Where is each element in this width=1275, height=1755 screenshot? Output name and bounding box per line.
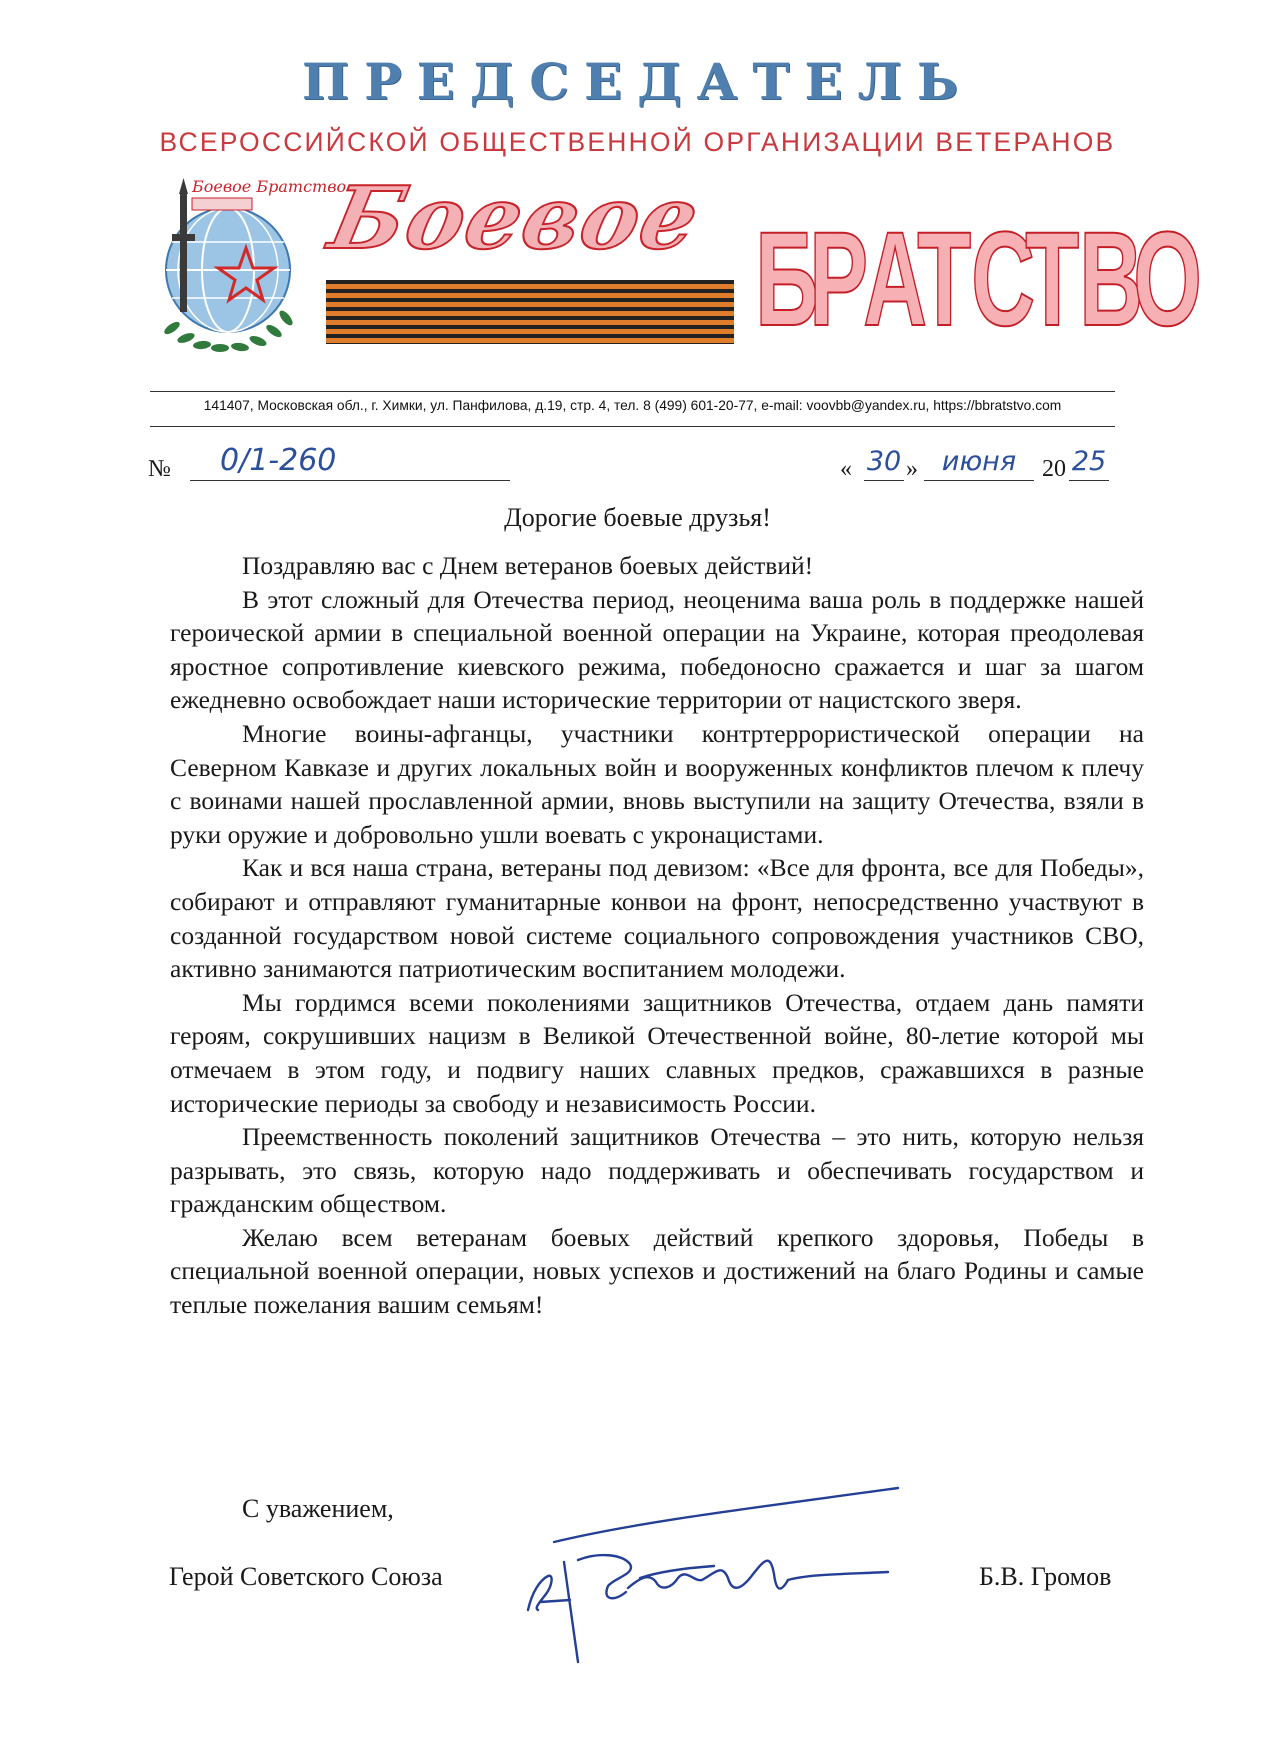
- date-month: июня: [924, 446, 1034, 481]
- brand-letter: Б: [755, 205, 819, 354]
- brand-script-logo: Боевое: [321, 168, 709, 269]
- address-divider-top: [150, 391, 1115, 392]
- paragraph: Многие воины-афганцы, участники контртеррористической операции на Северном Кавказе и других локальных войн и вооруженных конфликтов плечом к плечу с воинами нашей прославленной армии, вновь выступили на защиту Отечества, взяли в руки оружие и добровольно ушли воевать с укронацистами.: [170, 718, 1144, 849]
- signer-name: Б.В. Громов: [979, 1562, 1112, 1591]
- paragraph: Как и вся наша страна, ветераны под девизом: «Все для фронта, все для Победы», собирают и отправляют гуманитарные конвои на фронт, непосредственно участвуют в созданной государством новой системе социального сопровождения участников СВО, активно занимаются патриотическим воспитанием молодежи.: [170, 853, 1144, 984]
- signer-title: Герой Советского Союза: [169, 1562, 443, 1591]
- address-divider-bottom: [150, 426, 1115, 427]
- brand-letter: А: [863, 205, 928, 354]
- date-close-quote: »: [906, 456, 918, 482]
- paragraph: Мы гордимся всеми поколениями защитников Отечества, отдаем дань памяти героям, сокрушивших нацизм в Великой Отечественной войне, 80-летие которой мы отмечаем в этом году, и подвигу наших славных предков, сражавшихся в разные исторические периоды за свободу и независимость России.: [170, 987, 1144, 1118]
- letter-date: [840, 446, 1120, 486]
- paragraph: В этот сложный для Отечества период, неоценима ваша роль в поддержке нашей героической армии в специальной военной операции на Украине, которая преодолевая яростное сопротивление киевского режима, победоносно сражается и шаг за шагом ежедневно освобождает наши исторические территории от нацистского зверя.: [170, 584, 1144, 715]
- chairman-title: ПРЕДСЕДАТЕЛЬ: [301, 52, 974, 111]
- contact-address: 141407, Московская обл., г. Химки, ул. Панфилова, д.19, стр. 4, тел. 8 (499) 601-20-77, e-mail: voovbb@yandex.ru, https://bbratstvo.com: [203, 398, 1062, 413]
- date-open-quote: «: [840, 456, 852, 482]
- organization-name: ВСЕРОССИЙСКОЙ ОБЩЕСТВЕННОЙ ОРГАНИЗАЦИИ ВЕТЕРАНОВ: [159, 127, 1116, 157]
- date-day: 30: [864, 446, 904, 481]
- handwritten-signature: [518, 1482, 930, 1672]
- date-century: 20: [1042, 456, 1066, 482]
- brand-letter: С: [971, 205, 1036, 354]
- letter-body: [170, 549, 1144, 1322]
- brand-letter: В: [1079, 205, 1144, 354]
- salutation: Дорогие боевые друзья!: [504, 503, 771, 532]
- number-label: №: [148, 456, 171, 482]
- emblem-logo: [150, 177, 347, 354]
- brand-block-logo: [746, 205, 1202, 354]
- st-george-ribbon: [326, 280, 734, 344]
- closing: С уважением,: [242, 1494, 394, 1523]
- number-value: 0/1-260: [190, 446, 510, 481]
- paragraph: Желаю всем ветеранам боевых действий крепкого здоровья, Победы в специальной военной операции, новых успехов и достижений на благо Родины и самые теплые пожелания вашим семьям!: [170, 1222, 1144, 1320]
- emblem-script: Боевое Братство: [192, 177, 347, 196]
- date-year: 25: [1069, 446, 1109, 481]
- brand-letter: Т: [1025, 205, 1080, 354]
- brand-letter: Р: [809, 205, 869, 354]
- brand-letter: Т: [917, 205, 972, 354]
- brand-letter: О: [1133, 205, 1202, 354]
- paragraph: Преемственность поколений защитников Отечества – это нить, которую нельзя разрывать, это связь, которую надо поддерживать и обеспечивать государством и гражданским обществом.: [170, 1122, 1144, 1219]
- paragraph: Поздравляю вас с Днем ветеранов боевых действий!: [242, 551, 814, 580]
